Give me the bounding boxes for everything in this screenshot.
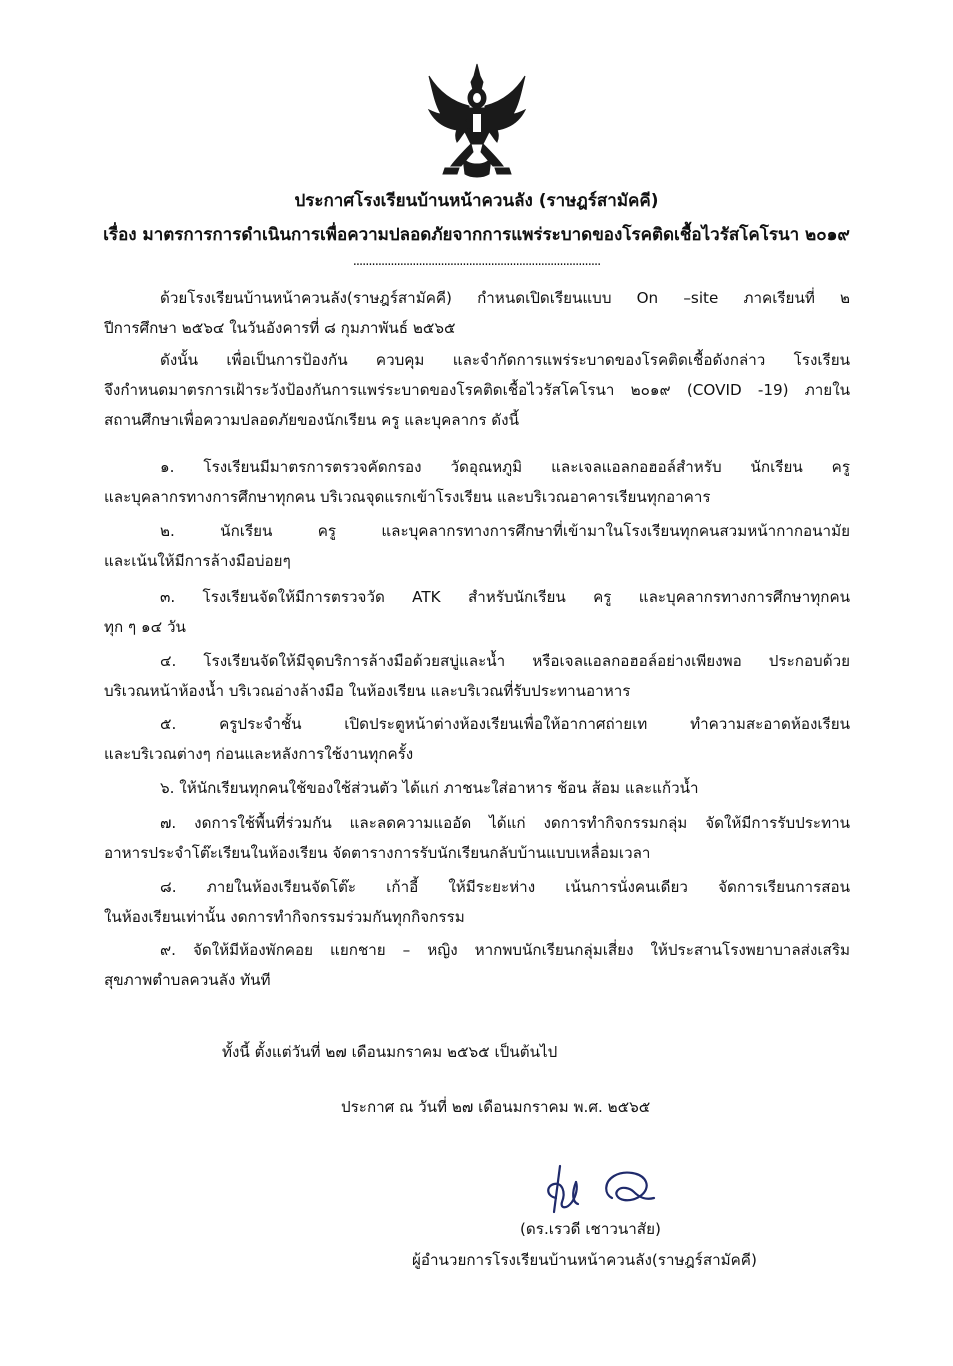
paragraph-line: ๓. โรงเรียนจัดให้มีการตรวจวัด ATK สำหรับนักเรียน ครู และบุคลากรทางการศึกษาทุกคน <box>160 588 850 606</box>
paragraph-line: บริเวณหน้าห้องน้ำ บริเวณอ่างล้างมือ ในห้องเรียน และบริเวณที่รับประทานอาหาร <box>104 682 631 700</box>
paragraph-line: ๗. งดการใช้พื้นที่ร่วมกัน และลดความแออัด ได้แก่ งดการทำกิจกรรมกลุ่ม จัดให้มีการรับประทาน <box>160 814 850 832</box>
dotted-separator: ............................................................................... <box>352 254 601 269</box>
measure-item-6 <box>104 773 850 803</box>
paragraph-line: ๔. โรงเรียนจัดให้มีจุดบริการล้างมือด้วยสบู่และน้ำ หรือเจลแอลกอฮอล์อย่างเพียงพอ ประกอบด้วย <box>160 652 850 670</box>
paragraph-line: ดังนั้น เพื่อเป็นการป้องกัน ควบคุม และจำกัดการแพร่ระบาดของโรคติดเชื้อดังกล่าว โรงเรียน <box>160 351 850 369</box>
paragraph-line: ๘. ภายในห้องเรียนจัดโต๊ะ เก้าอี้ ให้มีระยะห่าง เน้นการนั่งคนเดียว จัดการเรียนการสอน <box>160 878 850 896</box>
paragraph-line: สุขภาพตำบลควนลัง ทันที <box>104 971 271 989</box>
paragraph-line: ๖. ให้นักเรียนทุกคนใช้ของใช้ส่วนตัว ได้แก่ ภาชนะใส่อาหาร ช้อน ส้อม และแก้วน้ำ <box>160 779 699 797</box>
paragraph-line: สถานศึกษาเพื่อความปลอดภัยของนักเรียน ครู และบุคลากร ดังนี้ <box>104 411 519 429</box>
signer-position: ผู้อำนวยการโรงเรียนบ้านหน้าควนลัง(ราษฎร์สามัคคี) <box>412 1251 757 1269</box>
paragraph-line: อาหารประจำโต๊ะเรียนในห้องเรียน จัดตารางการรับนักเรียนกลับบ้านแบบเหลื่อมเวลา <box>104 844 651 862</box>
paragraph-line: ทุก ๆ ๑๔ วัน <box>104 618 186 636</box>
announcement-date: ประกาศ ณ วันที่ ๒๗ เดือนมกราคม พ.ศ. ๒๕๖๕ <box>341 1098 651 1116</box>
garuda-emblem-icon <box>423 62 531 180</box>
measure-item-1 <box>104 452 850 512</box>
effective-date: ทั้งนี้ ตั้งแต่วันที่ ๒๗ เดือนมกราคม ๒๕๖๕ เป็นต้นไป <box>222 1043 558 1061</box>
paragraph-line: ปีการศึกษา ๒๕๖๔ ในวันอังคารที่ ๘ กุมภาพันธ์ ๒๕๖๕ <box>104 319 456 337</box>
paragraph-line: จึงกำหนดมาตรการเฝ้าระวังป้องกันการแพร่ระบาดของโรคติดเชื้อไวรัสโคโรนา ๒๐๑๙ (COVID -19) ภายใน <box>104 381 850 399</box>
measure-item-4 <box>104 646 850 706</box>
measure-item-2 <box>104 516 850 576</box>
signature-icon <box>542 1158 662 1220</box>
paragraph-line: และบุคลากรทางการศึกษาทุกคน บริเวณจุดแรกเข้าโรงเรียน และบริเวณอาคารเรียนทุกอาคาร <box>104 488 711 506</box>
paragraph-line: ๒. นักเรียน ครู และบุคลากรทางการศึกษาที่เข้ามาในโรงเรียนทุกคนสวมหน้ากากอนามัย <box>160 522 850 540</box>
paragraph-line: ๕. ครูประจำชั้น เปิดประตูหน้าต่างห้องเรียนเพื่อให้อากาศถ่ายเท ทำความสะอาดห้องเรียน <box>160 715 850 733</box>
document-title: ประกาศโรงเรียนบ้านหน้าควนลัง (ราษฎร์สามัคคี) <box>294 191 659 211</box>
measure-item-7 <box>104 808 850 868</box>
paragraph-line: และเน้นให้มีการล้างมือบ่อยๆ <box>104 552 291 570</box>
paragraph-line: ด้วยโรงเรียนบ้านหน้าควนลัง(ราษฎร์สามัคคี) กำหนดเปิดเรียนแบบ On –site ภาคเรียนที่ ๒ <box>160 289 850 307</box>
document-subject: เรื่อง มาตรการการดำเนินการเพื่อความปลอดภัยจากการแพร่ระบาดของโรคติดเชื้อไวรัสโคโรนา ๒๐๑๙ <box>103 225 850 245</box>
measure-item-8 <box>104 872 850 932</box>
intro-paragraph <box>104 283 850 343</box>
paragraph-line: ในห้องเรียนเท่านั้น งดการทำกิจกรรมร่วมกันทุกกิจกรรม <box>104 908 465 926</box>
measure-item-3 <box>104 582 850 642</box>
signer-name: (ดร.เรวดี เชาวนาสัย) <box>520 1220 661 1238</box>
purpose-paragraph <box>104 345 850 435</box>
paragraph-line: ๑. โรงเรียนมีมาตรการตรวจคัดกรอง วัดอุณหภูมิ และเจลแอลกอฮอล์สำหรับ นักเรียน ครู <box>160 458 850 476</box>
paragraph-line: ๙. จัดให้มีห้องพักคอย แยกชาย – หญิง หากพบนักเรียนกลุ่มเสี่ยง ให้ประสานโรงพยาบาลส่งเสริม <box>160 941 850 959</box>
paragraph-line: และบริเวณต่างๆ ก่อนและหลังการใช้งานทุกครั้ง <box>104 745 414 763</box>
measure-item-9 <box>104 935 850 995</box>
measure-item-5 <box>104 709 850 769</box>
